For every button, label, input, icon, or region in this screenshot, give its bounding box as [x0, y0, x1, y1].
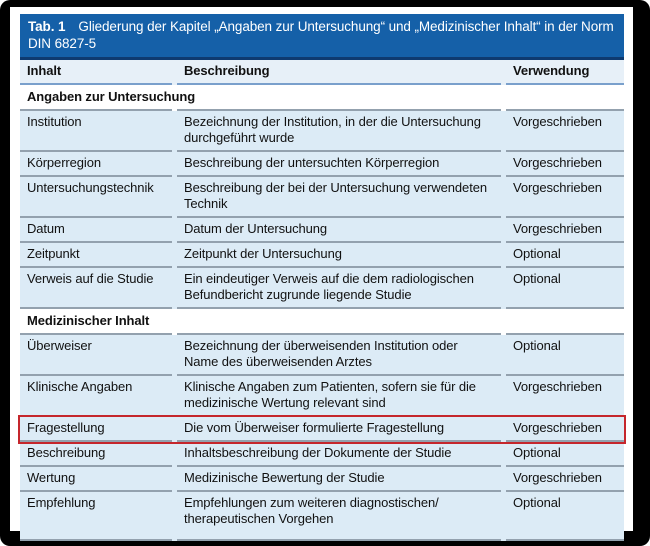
cell-verwendung: Optional [506, 243, 624, 268]
cell-beschreibung: Beschreibung der untersuchten Körperregion [177, 152, 501, 177]
table-row [20, 218, 624, 243]
cell-beschreibung: Datum der Untersuchung [177, 218, 501, 243]
table-row [20, 152, 624, 177]
section-spacer-cell [506, 309, 624, 335]
table-row [20, 376, 624, 417]
table-row [20, 467, 624, 492]
cell-verwendung: Vorgeschrieben [506, 417, 624, 442]
cell-inhalt: Beschreibung [20, 442, 172, 467]
cell-verwendung: Vorgeschrieben [506, 218, 624, 243]
cell-inhalt: Wertung [20, 467, 172, 492]
cell-verwendung: Optional [506, 442, 624, 467]
table-row [20, 111, 624, 152]
cell-verwendung: Vorgeschrieben [506, 177, 624, 218]
cell-beschreibung: Bezeichnung der Institution, in der die Untersuchung durchgeführt wurde [177, 111, 501, 152]
cell-verwendung: Vorgeschrieben [506, 467, 624, 492]
table-row [20, 243, 624, 268]
cell-verwendung: Optional [506, 268, 624, 309]
cell-beschreibung: Zeitpunkt der Untersuchung [177, 243, 501, 268]
column-header-verwendung: Verwendung [506, 60, 624, 85]
table-row [20, 442, 624, 467]
cell-beschreibung: Die vom Überweiser formulierte Fragestellung [177, 417, 501, 442]
section-label: Angaben zur Untersuchung [20, 85, 172, 111]
table-body [20, 85, 624, 541]
cell-beschreibung: Bezeichnung der überweisenden Institution oder Name des überweisenden Arztes [177, 335, 501, 376]
column-header-beschreibung: Beschreibung [177, 60, 501, 85]
cell-verwendung: Vorgeschrieben [506, 376, 624, 417]
cell-beschreibung: Klinische Angaben zum Patienten, sofern sie für die medizinische Wertung relevant sind [177, 376, 501, 417]
cell-inhalt: Institution [20, 111, 172, 152]
table-caption-text: Gliederung der Kapitel „Angaben zur Untersuchung“ und „Medizinischer Inhalt“ in der Norm DIN 6827-5 [28, 19, 614, 51]
cell-inhalt: Klinische Angaben [20, 376, 172, 417]
cell-verwendung: Optional [506, 335, 624, 376]
table-row [20, 268, 624, 309]
cell-beschreibung: Beschreibung der bei der Untersuchung verwendeten Technik [177, 177, 501, 218]
section-spacer-cell [506, 85, 624, 111]
table [20, 60, 624, 541]
table-row [20, 177, 624, 218]
section-spacer-cell [177, 85, 501, 111]
cell-inhalt: Verweis auf die Studie [20, 268, 172, 309]
cell-verwendung: Vorgeschrieben [506, 152, 624, 177]
section-label: Medizinischer Inhalt [20, 309, 172, 335]
cell-inhalt: Körperregion [20, 152, 172, 177]
cell-inhalt: Untersuchungstechnik [20, 177, 172, 218]
table-header-row [20, 60, 624, 85]
cell-inhalt: Datum [20, 218, 172, 243]
table-caption-bar [20, 14, 624, 60]
table-row [20, 492, 624, 541]
cell-verwendung: Optional [506, 492, 624, 541]
cell-beschreibung: Ein eindeutiger Verweis auf die dem radiologischen Befundbericht zugrunde liegende Studie [177, 268, 501, 309]
cell-verwendung: Vorgeschrieben [506, 111, 624, 152]
cell-beschreibung: Medizinische Bewertung der Studie [177, 467, 501, 492]
cell-beschreibung: Empfehlungen zum weiteren diagnostischen/ therapeutischen Vorgehen [177, 492, 501, 541]
cell-beschreibung: Inhaltsbeschreibung der Dokumente der Studie [177, 442, 501, 467]
table-row [20, 335, 624, 376]
section-row [20, 309, 624, 335]
table-figure [10, 7, 633, 531]
cell-inhalt: Empfehlung [20, 492, 172, 541]
cell-inhalt: Zeitpunkt [20, 243, 172, 268]
column-header-inhalt: Inhalt [20, 60, 172, 85]
section-row [20, 85, 624, 111]
table-number-label: Tab. 1 [28, 19, 66, 34]
cell-inhalt: Fragestellung [20, 417, 172, 442]
section-spacer-cell [177, 309, 501, 335]
cell-inhalt: Überweiser [20, 335, 172, 376]
highlighted-row [20, 417, 624, 442]
